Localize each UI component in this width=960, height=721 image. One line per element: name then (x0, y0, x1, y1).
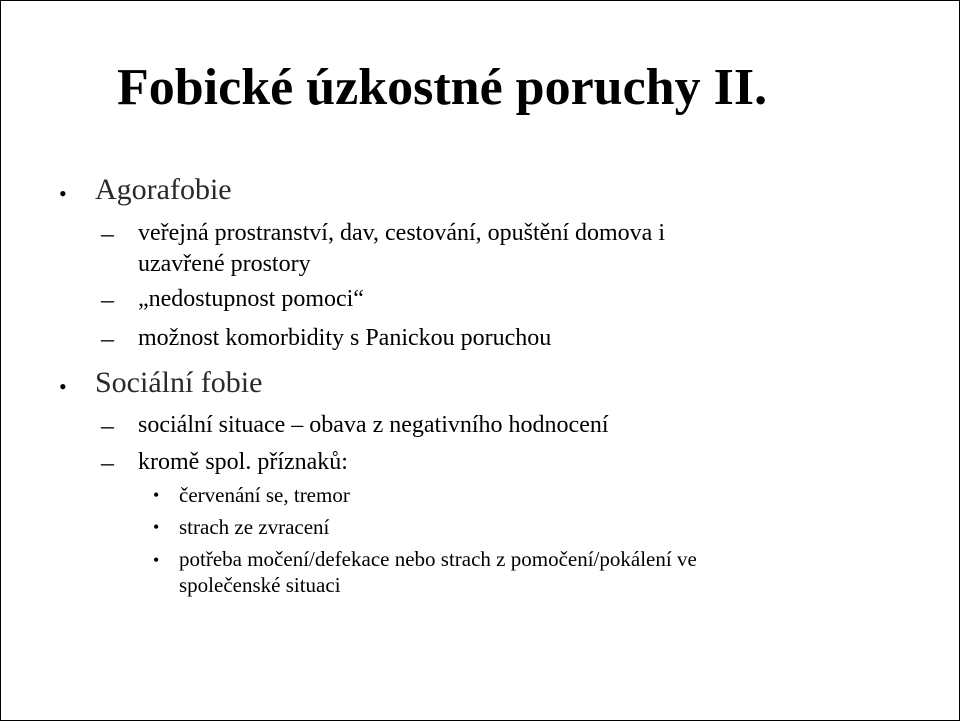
bullet-icon: • (153, 550, 160, 570)
dash-icon: – (101, 219, 114, 248)
slide-title: Fobické úzkostné poruchy II. (117, 59, 768, 116)
subbullet-agorafobie-comorbidity: možnost komorbidity s Panickou poruchou (138, 325, 552, 351)
dash-icon: – (101, 324, 114, 353)
bullet-agorafobie: Agorafobie (95, 173, 232, 206)
dash-icon: – (101, 411, 114, 440)
subbullet-social-situations: sociální situace – obava z negativního hodnocení (138, 412, 609, 438)
subsubbullet-blushing: červenání se, tremor (179, 483, 350, 507)
subsubbullet-urination: potřeba močení/defekace nebo strach z pomočení/pokálení ve (179, 547, 697, 571)
bullet-icon: • (153, 485, 160, 505)
subbullet-agorafobie-places-cont: uzavřené prostory (138, 251, 311, 277)
bullet-icon: • (59, 181, 67, 206)
subsubbullet-vomiting: strach ze zvracení (179, 515, 330, 539)
dash-icon: – (101, 285, 114, 314)
bullet-socialni-fobie: Sociální fobie (95, 366, 263, 399)
subbullet-agorafobie-places: veřejná prostranství, dav, cestování, opuštění domova i (138, 220, 665, 246)
subsubbullet-urination-cont: společenské situaci (179, 573, 341, 597)
bullet-icon: • (59, 374, 67, 399)
dash-icon: – (101, 448, 114, 477)
subbullet-symptoms: kromě spol. příznaků: (138, 449, 348, 475)
subbullet-agorafobie-no-help: „nedostupnost pomoci“ (138, 286, 364, 312)
bullet-icon: • (153, 517, 160, 537)
